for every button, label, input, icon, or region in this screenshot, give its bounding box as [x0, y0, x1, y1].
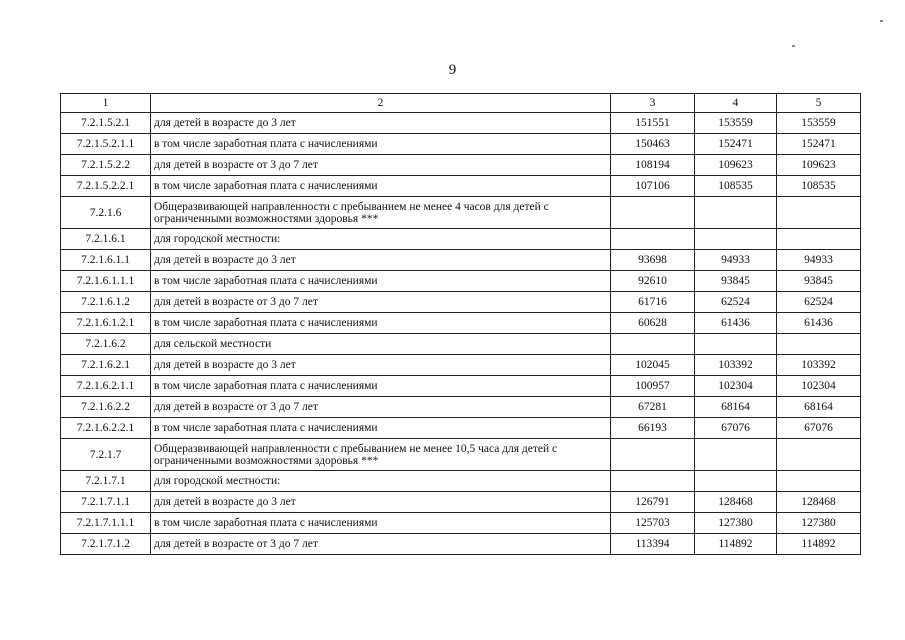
row-value-col3: 113394: [611, 534, 695, 555]
row-name: в том числе заработная плата с начислениями: [151, 376, 611, 397]
row-value-col4: 152471: [695, 134, 777, 155]
row-name: для детей в возрасте до 3 лет: [151, 355, 611, 376]
row-value-col3: 66193: [611, 418, 695, 439]
table-row: [61, 534, 861, 555]
header-col-2: 2: [151, 94, 611, 113]
row-value-col3: 67281: [611, 397, 695, 418]
row-value-col5: 114892: [777, 534, 861, 555]
row-code: 7.2.1.6.2.2: [61, 397, 151, 418]
row-name: в том числе заработная плата с начислениями: [151, 313, 611, 334]
table-row: [61, 250, 861, 271]
row-code: 7.2.1.6.2.2.1: [61, 418, 151, 439]
table-row: [61, 197, 861, 229]
row-value-col4: 128468: [695, 492, 777, 513]
table-row: [61, 176, 861, 197]
row-code: 7.2.1.6.1.2: [61, 292, 151, 313]
row-name: для детей в возрасте от 3 до 7 лет: [151, 155, 611, 176]
row-name: в том числе заработная плата с начислениями: [151, 513, 611, 534]
row-value-col4: 68164: [695, 397, 777, 418]
row-code: 7.2.1.5.2.1: [61, 113, 151, 134]
row-name: для детей в возрасте от 3 до 7 лет: [151, 292, 611, 313]
row-value-col5: [777, 471, 861, 492]
row-value-col3: 150463: [611, 134, 695, 155]
row-value-col4: [695, 439, 777, 471]
row-value-col3: [611, 334, 695, 355]
table-header-row: [61, 94, 861, 113]
table-row: [61, 334, 861, 355]
row-name: для детей в возрасте от 3 до 7 лет: [151, 397, 611, 418]
table-row: [61, 355, 861, 376]
row-value-col5: 102304: [777, 376, 861, 397]
budget-table: [60, 93, 861, 555]
row-name: для детей в возрасте до 3 лет: [151, 113, 611, 134]
row-code: 7.2.1.5.2.2: [61, 155, 151, 176]
table-row: [61, 471, 861, 492]
table-row: [61, 376, 861, 397]
row-value-col5: 108535: [777, 176, 861, 197]
table-row: [61, 229, 861, 250]
row-name: в том числе заработная плата с начислениями: [151, 418, 611, 439]
row-value-col5: 103392: [777, 355, 861, 376]
row-value-col4: 67076: [695, 418, 777, 439]
scan-speck: [880, 20, 883, 22]
row-value-col3: 92610: [611, 271, 695, 292]
row-value-col4: [695, 471, 777, 492]
row-value-col5: 153559: [777, 113, 861, 134]
table-row: [61, 492, 861, 513]
row-value-col5: [777, 229, 861, 250]
row-value-col4: 102304: [695, 376, 777, 397]
row-name: для сельской местности: [151, 334, 611, 355]
table-row: [61, 313, 861, 334]
table-row: [61, 439, 861, 471]
table-row: [61, 397, 861, 418]
row-value-col5: 109623: [777, 155, 861, 176]
row-value-col4: 153559: [695, 113, 777, 134]
row-code: 7.2.1.6.2.1: [61, 355, 151, 376]
row-name: в том числе заработная плата с начислениями: [151, 134, 611, 155]
row-value-col3: [611, 229, 695, 250]
table-row: [61, 513, 861, 534]
row-code: 7.2.1.7.1.2: [61, 534, 151, 555]
row-value-col4: 93845: [695, 271, 777, 292]
row-value-col4: 62524: [695, 292, 777, 313]
row-value-col5: 127380: [777, 513, 861, 534]
row-name: для детей в возрасте от 3 до 7 лет: [151, 534, 611, 555]
header-col-1: 1: [61, 94, 151, 113]
table-row: [61, 418, 861, 439]
row-value-col5: 128468: [777, 492, 861, 513]
row-name: Общеразвивающей направленности с пребыванием не менее 10,5 часа для детей с ограниченными возможностями здоровья ***: [151, 439, 611, 471]
page-number: 9: [448, 62, 457, 78]
row-value-col5: 152471: [777, 134, 861, 155]
row-code: 7.2.1.5.2.1.1: [61, 134, 151, 155]
row-code: 7.2.1.6.1.1.1: [61, 271, 151, 292]
row-value-col3: 107106: [611, 176, 695, 197]
row-code: 7.2.1.6.2: [61, 334, 151, 355]
table-row: [61, 134, 861, 155]
row-value-col3: 93698: [611, 250, 695, 271]
row-code: 7.2.1.7.1.1.1: [61, 513, 151, 534]
row-value-col3: 61716: [611, 292, 695, 313]
row-value-col3: 100957: [611, 376, 695, 397]
row-value-col4: 94933: [695, 250, 777, 271]
row-value-col3: 125703: [611, 513, 695, 534]
scan-speck: [792, 45, 795, 47]
row-name: в том числе заработная плата с начислениями: [151, 176, 611, 197]
row-value-col4: 127380: [695, 513, 777, 534]
row-name: в том числе заработная плата с начислениями: [151, 271, 611, 292]
row-code: 7.2.1.6.2.1.1: [61, 376, 151, 397]
row-code: 7.2.1.7.1.1: [61, 492, 151, 513]
table-row: [61, 292, 861, 313]
row-value-col5: 68164: [777, 397, 861, 418]
row-code: 7.2.1.6.1.1: [61, 250, 151, 271]
header-col-5: 5: [777, 94, 861, 113]
row-value-col4: 108535: [695, 176, 777, 197]
row-value-col3: [611, 471, 695, 492]
row-name: для детей в возрасте до 3 лет: [151, 492, 611, 513]
row-value-col3: 60628: [611, 313, 695, 334]
row-value-col3: 126791: [611, 492, 695, 513]
row-name: Общеразвивающей направленности с пребыванием не менее 4 часов для детей с ограниченными возможностями здоровья ***: [151, 197, 611, 229]
row-value-col5: [777, 197, 861, 229]
row-code: 7.2.1.6.1: [61, 229, 151, 250]
row-value-col5: 94933: [777, 250, 861, 271]
row-code: 7.2.1.6.1.2.1: [61, 313, 151, 334]
row-value-col5: 93845: [777, 271, 861, 292]
row-value-col3: 108194: [611, 155, 695, 176]
row-value-col3: [611, 197, 695, 229]
row-value-col4: [695, 334, 777, 355]
row-value-col5: [777, 334, 861, 355]
row-value-col3: [611, 439, 695, 471]
row-name: для городской местности:: [151, 229, 611, 250]
row-value-col4: 114892: [695, 534, 777, 555]
row-value-col5: 67076: [777, 418, 861, 439]
row-name: для городской местности:: [151, 471, 611, 492]
table-row: [61, 155, 861, 176]
row-value-col4: 61436: [695, 313, 777, 334]
row-code: 7.2.1.5.2.2.1: [61, 176, 151, 197]
row-value-col4: 109623: [695, 155, 777, 176]
row-value-col4: [695, 229, 777, 250]
row-value-col3: 102045: [611, 355, 695, 376]
header-col-3: 3: [611, 94, 695, 113]
row-code: 7.2.1.6: [61, 197, 151, 229]
row-value-col5: [777, 439, 861, 471]
row-value-col5: 62524: [777, 292, 861, 313]
row-value-col4: [695, 197, 777, 229]
table-row: [61, 271, 861, 292]
row-value-col5: 61436: [777, 313, 861, 334]
row-code: 7.2.1.7: [61, 439, 151, 471]
header-col-4: 4: [695, 94, 777, 113]
row-value-col4: 103392: [695, 355, 777, 376]
row-name: для детей в возрасте до 3 лет: [151, 250, 611, 271]
row-code: 7.2.1.7.1: [61, 471, 151, 492]
row-value-col3: 151551: [611, 113, 695, 134]
table-row: [61, 113, 861, 134]
